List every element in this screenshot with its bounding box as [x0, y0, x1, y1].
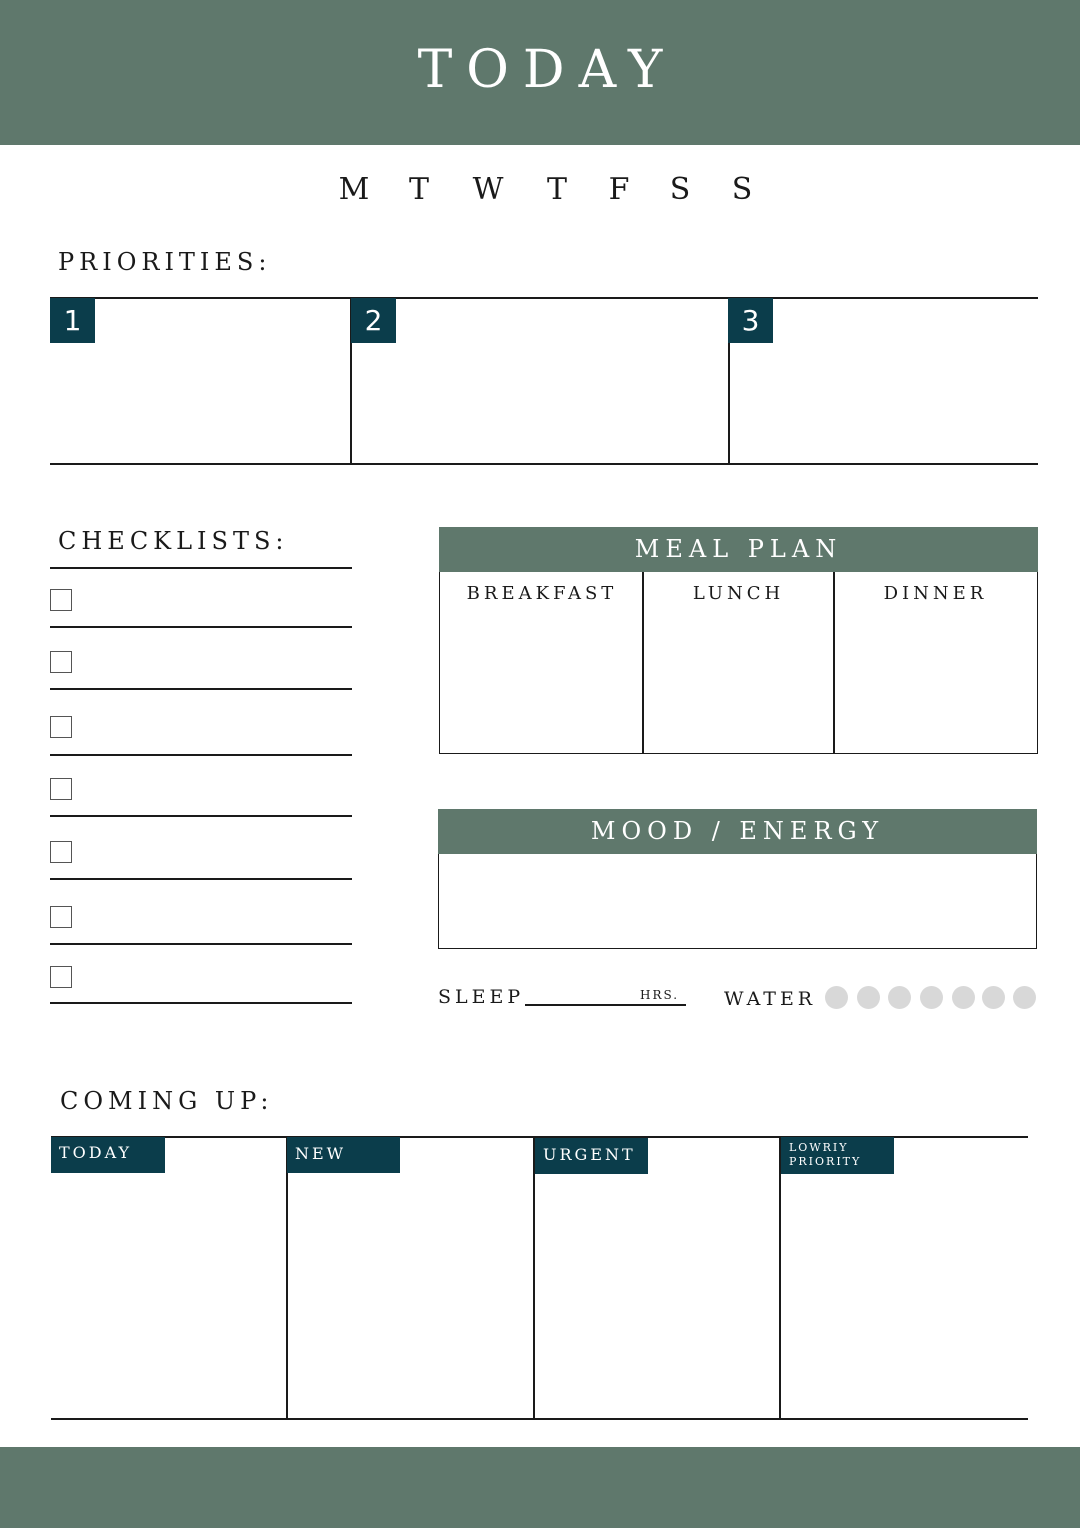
checklist-checkbox[interactable] [50, 841, 72, 863]
page-title: TODAY [417, 40, 677, 100]
tag-line-2: PRIORITY [789, 1155, 862, 1168]
coming-up-tag-today: TODAY [51, 1137, 165, 1173]
mood-energy-header: MOOD / ENERGY [438, 809, 1037, 854]
checklist-checkbox[interactable] [50, 651, 72, 673]
mood-energy-box[interactable] [438, 854, 1037, 949]
water-glass-circle[interactable] [825, 986, 848, 1009]
checklist-row-rule [50, 943, 352, 945]
checklist-checkbox[interactable] [50, 716, 72, 738]
weekday-mon[interactable]: M [338, 172, 370, 207]
weekday-wed[interactable]: W [472, 172, 504, 207]
water-label: WATER [724, 988, 817, 1010]
checklist-checkbox[interactable] [50, 966, 72, 988]
priority-badge-1: 1 [50, 298, 95, 343]
water-glass-circle[interactable] [1013, 986, 1036, 1009]
checklist-row-rule [50, 754, 352, 756]
checklist-checkbox[interactable] [50, 589, 72, 611]
coming-up-divider [533, 1137, 535, 1419]
coming-up-tag-urgent: URGENT [535, 1138, 648, 1174]
meal-column-dinner: DINNER [883, 583, 988, 604]
priorities-label: PRIORITIES: [58, 248, 272, 276]
checklist-row-rule [50, 815, 352, 817]
checklist-row-rule [50, 688, 352, 690]
footer-band [0, 1447, 1080, 1528]
water-glass-circle[interactable] [982, 986, 1005, 1009]
checklists-header-rule [50, 567, 352, 569]
coming-up-bottom-rule [51, 1418, 1028, 1420]
meal-column-lunch: LUNCH [692, 583, 785, 604]
meal-plan-header: MEAL PLAN [439, 527, 1038, 572]
water-glass-circle[interactable] [888, 986, 911, 1009]
weekday-thu[interactable]: T [546, 172, 567, 207]
coming-up-tag-low-priority [781, 1137, 894, 1174]
coming-up-tag-new: NEW [287, 1137, 400, 1173]
water-glass-circle[interactable] [952, 986, 975, 1009]
weekday-sun[interactable]: S [731, 172, 753, 207]
weekday-fri[interactable]: F [608, 172, 630, 207]
sleep-label: SLEEP [438, 986, 525, 1008]
sleep-hours-line[interactable] [525, 1004, 686, 1006]
coming-up-divider [286, 1137, 288, 1419]
weekday-selector [322, 172, 762, 212]
checklist-checkbox[interactable] [50, 906, 72, 928]
water-glass-circle[interactable] [857, 986, 880, 1009]
checklists-label: CHECKLISTS: [58, 527, 289, 555]
water-glass-circle[interactable] [920, 986, 943, 1009]
priorities-bottom-rule [50, 463, 1038, 465]
coming-up-divider [779, 1137, 781, 1419]
checklist-row-rule [50, 1002, 352, 1004]
priority-badge-3: 3 [728, 298, 773, 343]
weekday-tue[interactable]: T [408, 172, 429, 207]
checklist-checkbox[interactable] [50, 778, 72, 800]
tag-line-1: LOWRIY [789, 1141, 849, 1154]
coming-up-label: COMING UP: [60, 1087, 274, 1115]
weekday-sat[interactable]: S [669, 172, 691, 207]
priorities-top-rule [50, 297, 1038, 299]
meal-column-breakfast: BREAKFAST [466, 583, 618, 604]
checklist-row-rule [50, 878, 352, 880]
checklist-row-rule [50, 626, 352, 628]
sleep-unit-label: HRS. [640, 988, 680, 1002]
priority-badge-2: 2 [351, 298, 396, 343]
